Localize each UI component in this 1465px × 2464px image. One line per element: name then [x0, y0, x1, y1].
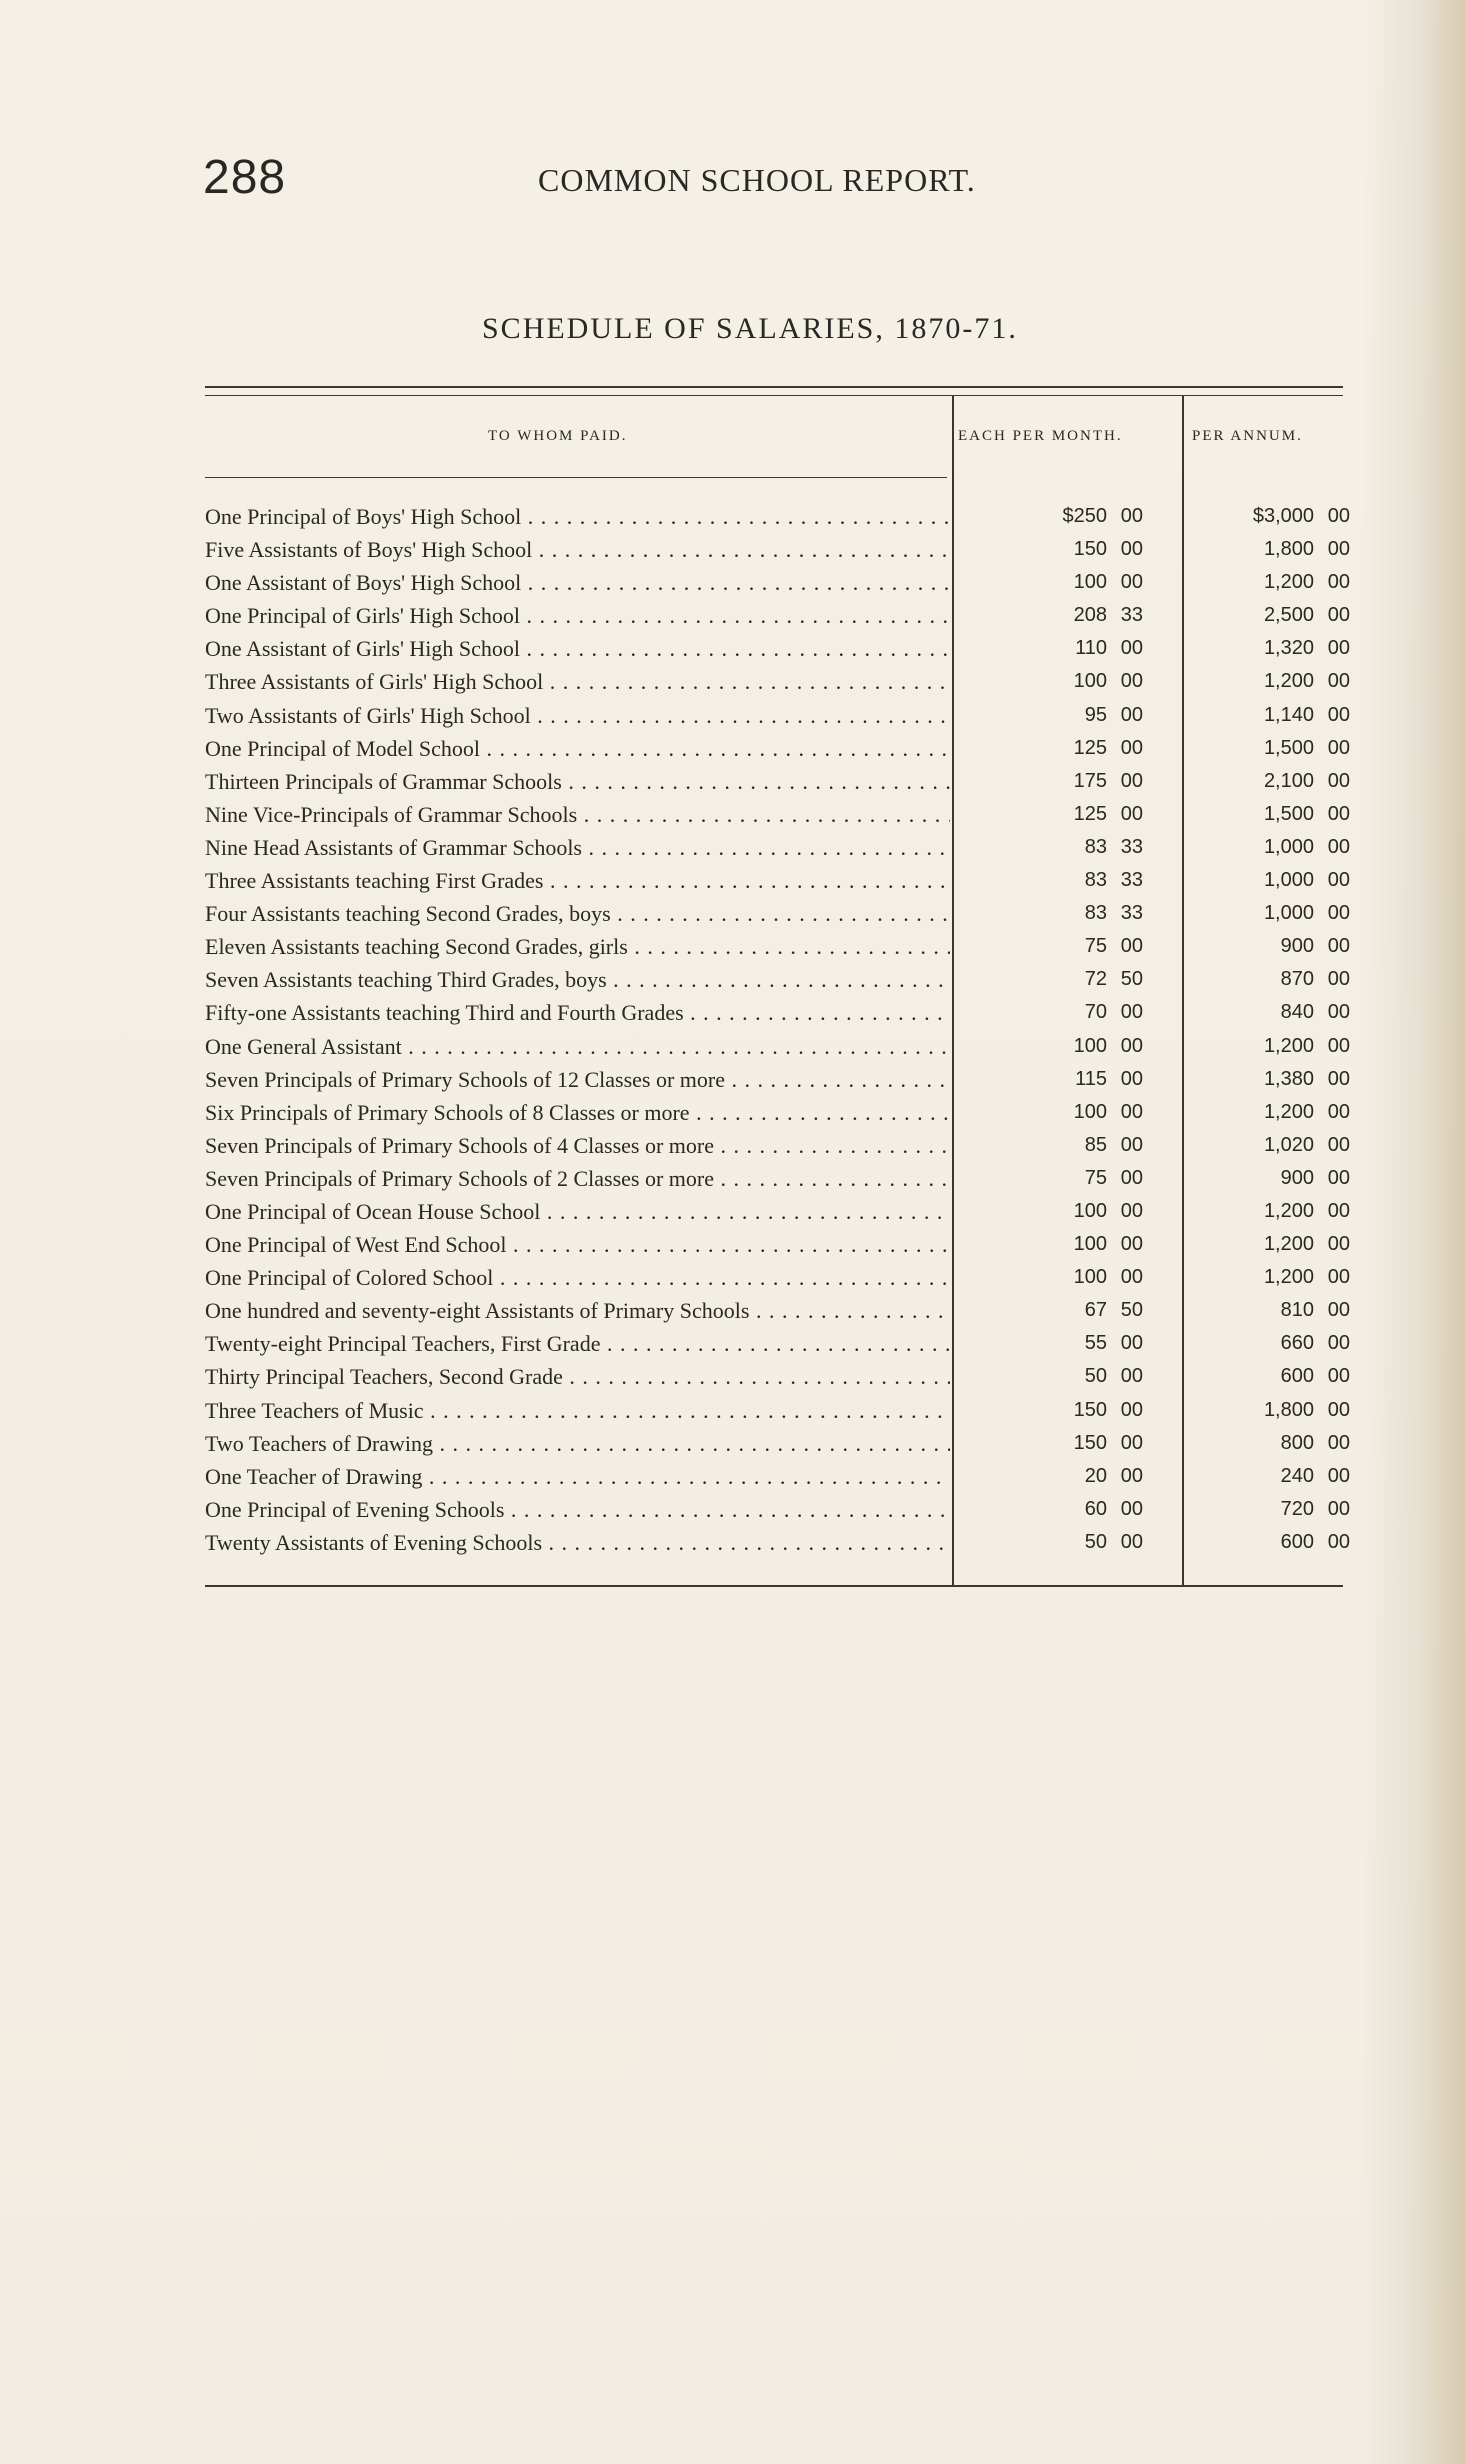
- annual-cents: 00: [1327, 1398, 1350, 1421]
- monthly-salary: [965, 1195, 1205, 1228]
- monthly-salary: [965, 864, 1205, 897]
- monthly-salary: [965, 930, 1205, 963]
- monthly-cents: 00: [1120, 935, 1143, 958]
- annual-cents: 00: [1327, 902, 1350, 925]
- table-row: [205, 500, 1355, 533]
- monthly-cents: 00: [1120, 1464, 1143, 1487]
- annual-cents: 00: [1327, 802, 1350, 825]
- table-row: [205, 1063, 1355, 1096]
- annual-dollars: 1,380: [1263, 1067, 1314, 1090]
- annual-salary: [1190, 1460, 1350, 1493]
- position-label: Three Assistants of Girls' High School . . .: [205, 665, 950, 698]
- monthly-cents: 00: [1120, 1497, 1143, 1520]
- table-row: [205, 1228, 1355, 1261]
- annual-cents: 00: [1327, 505, 1350, 527]
- monthly-salary: [965, 1460, 1205, 1493]
- annual-salary: [1190, 1427, 1350, 1460]
- table-row: [205, 1096, 1355, 1129]
- annual-dollars: 900: [1280, 935, 1314, 958]
- annual-salary: [1190, 831, 1350, 864]
- monthly-salary: [965, 500, 1205, 533]
- annual-cents: 00: [1327, 1133, 1350, 1156]
- monthly-salary: [965, 1162, 1205, 1195]
- monthly-cents: 00: [1120, 1431, 1143, 1454]
- annual-cents: 00: [1327, 703, 1350, 726]
- table-row: [205, 732, 1355, 765]
- monthly-cents: 00: [1120, 1266, 1143, 1289]
- column-header-annum: PER ANNUM.: [1192, 428, 1303, 444]
- monthly-cents: 00: [1120, 802, 1143, 825]
- monthly-salary: [965, 1063, 1205, 1096]
- annual-dollars: 900: [1280, 1166, 1314, 1189]
- annual-salary: [1190, 533, 1350, 566]
- annual-dollars: 600: [1280, 1365, 1314, 1388]
- annual-salary: [1190, 1162, 1350, 1195]
- monthly-salary: [965, 1327, 1205, 1360]
- annual-salary: [1190, 765, 1350, 798]
- annual-dollars: 1,200: [1263, 1199, 1314, 1222]
- annual-salary: [1190, 1493, 1350, 1526]
- annual-cents: 00: [1327, 1166, 1350, 1189]
- position-label: Nine Vice-Principals of Grammar Schools . . .: [205, 798, 950, 831]
- annual-cents: 00: [1327, 935, 1350, 958]
- table-row: [205, 1195, 1355, 1228]
- annual-salary: [1190, 732, 1350, 765]
- table-top-rule: [205, 386, 1343, 388]
- monthly-salary: [965, 1526, 1205, 1559]
- annual-salary: [1190, 1526, 1350, 1559]
- table-row: [205, 1493, 1355, 1526]
- monthly-cents: 00: [1120, 1034, 1143, 1057]
- table-row: [205, 1360, 1355, 1393]
- annual-dollars: 1,200: [1263, 571, 1314, 594]
- monthly-salary: [965, 665, 1205, 698]
- position-label: Fifty-one Assistants teaching Third and Fourth Grades . . .: [205, 996, 950, 1029]
- table-row: [205, 1261, 1355, 1294]
- annual-salary: [1190, 665, 1350, 698]
- monthly-salary: [965, 533, 1205, 566]
- monthly-dollars: 20: [1084, 1464, 1107, 1487]
- annual-cents: 00: [1327, 1464, 1350, 1487]
- monthly-salary: [965, 1030, 1205, 1063]
- monthly-cents: 00: [1120, 637, 1143, 660]
- annual-salary: [1190, 1261, 1350, 1294]
- annual-dollars: 1,000: [1263, 902, 1314, 925]
- position-label: Twenty Assistants of Evening Schools . . .: [205, 1526, 950, 1559]
- position-label: Five Assistants of Boys' High School . . .: [205, 533, 950, 566]
- monthly-dollars: 85: [1084, 1133, 1107, 1156]
- table-row: [205, 897, 1355, 930]
- annual-cents: 00: [1327, 1199, 1350, 1222]
- monthly-dollars: 125: [1073, 736, 1107, 759]
- table-row: [205, 1394, 1355, 1427]
- annual-salary: [1190, 1360, 1350, 1393]
- position-label: One Principal of Boys' High School . . .: [205, 500, 950, 533]
- monthly-cents: 33: [1120, 902, 1143, 925]
- position-label: Two Assistants of Girls' High School . . .: [205, 699, 950, 732]
- annual-dollars: 240: [1280, 1464, 1314, 1487]
- table-row: [205, 831, 1355, 864]
- position-label: Seven Principals of Primary Schools of 2 Classes or more . . .: [205, 1162, 950, 1195]
- position-label: One Principal of Evening Schools . . .: [205, 1493, 950, 1526]
- table-row: [205, 566, 1355, 599]
- monthly-cents: 00: [1120, 1199, 1143, 1222]
- position-label: Three Teachers of Music . . .: [205, 1394, 950, 1427]
- table-row: [205, 1129, 1355, 1162]
- annual-salary: [1190, 1096, 1350, 1129]
- annual-dollars: 1,200: [1263, 1233, 1314, 1256]
- monthly-cents: 00: [1120, 1233, 1143, 1256]
- monthly-salary: [965, 1294, 1205, 1327]
- table-title: SCHEDULE OF SALARIES, 1870-71.: [482, 312, 1018, 345]
- annual-salary: [1190, 566, 1350, 599]
- salary-rows: [205, 500, 1355, 1559]
- monthly-dollars: 100: [1073, 571, 1107, 594]
- position-label: Twenty-eight Principal Teachers, First Grade . . .: [205, 1327, 950, 1360]
- position-label: One Principal of Ocean House School . . .: [205, 1195, 950, 1228]
- monthly-cents: 00: [1120, 1332, 1143, 1355]
- annual-cents: 00: [1327, 869, 1350, 892]
- annual-dollars: $3,000: [1252, 505, 1314, 527]
- column-header-month: EACH PER MONTH.: [958, 428, 1123, 444]
- annual-salary: [1190, 1195, 1350, 1228]
- monthly-salary: [965, 1394, 1205, 1427]
- table-row: [205, 864, 1355, 897]
- monthly-cents: 33: [1120, 869, 1143, 892]
- annual-cents: 00: [1327, 968, 1350, 991]
- annual-dollars: 1,320: [1263, 637, 1314, 660]
- running-head: COMMON SCHOOL REPORT.: [538, 162, 976, 198]
- position-label: One Principal of Girls' High School . . .: [205, 599, 950, 632]
- monthly-salary: [965, 732, 1205, 765]
- annual-cents: 00: [1327, 1100, 1350, 1123]
- position-label: Seven Principals of Primary Schools of 4 Classes or more . . .: [205, 1129, 950, 1162]
- table-row: [205, 533, 1355, 566]
- annual-cents: 00: [1327, 1067, 1350, 1090]
- annual-dollars: 1,140: [1263, 703, 1314, 726]
- annual-dollars: 1,200: [1263, 1034, 1314, 1057]
- annual-salary: [1190, 1394, 1350, 1427]
- annual-dollars: 1,800: [1263, 538, 1314, 561]
- monthly-cents: 00: [1120, 736, 1143, 759]
- table-row: [205, 765, 1355, 798]
- annual-cents: 00: [1327, 1299, 1350, 1322]
- annual-cents: 00: [1327, 736, 1350, 759]
- table-row: [205, 1030, 1355, 1063]
- position-label: Nine Head Assistants of Grammar Schools . . .: [205, 831, 950, 864]
- monthly-salary: [965, 963, 1205, 996]
- annual-cents: 00: [1327, 571, 1350, 594]
- position-label: Six Principals of Primary Schools of 8 Classes or more . . .: [205, 1096, 950, 1129]
- monthly-cents: 50: [1120, 968, 1143, 991]
- monthly-salary: [965, 566, 1205, 599]
- annual-dollars: 1,200: [1263, 670, 1314, 693]
- annual-cents: 00: [1327, 637, 1350, 660]
- annual-dollars: 1,500: [1263, 736, 1314, 759]
- monthly-dollars: 67: [1084, 1299, 1107, 1322]
- table-bottom-rule: [205, 1585, 1343, 1587]
- monthly-dollars: 100: [1073, 1199, 1107, 1222]
- annual-dollars: 720: [1280, 1497, 1314, 1520]
- monthly-dollars: 100: [1073, 670, 1107, 693]
- monthly-dollars: 55: [1084, 1332, 1107, 1355]
- table-top-rule-thin: [205, 395, 1343, 396]
- position-label: Thirteen Principals of Grammar Schools . . .: [205, 765, 950, 798]
- position-label: One Principal of Colored School . . .: [205, 1261, 950, 1294]
- annual-cents: 00: [1327, 769, 1350, 792]
- monthly-dollars: 150: [1073, 1431, 1107, 1454]
- annual-salary: [1190, 963, 1350, 996]
- annual-salary: [1190, 897, 1350, 930]
- monthly-salary: [965, 1129, 1205, 1162]
- table-row: [205, 1162, 1355, 1195]
- monthly-dollars: 50: [1084, 1530, 1107, 1553]
- annual-cents: 00: [1327, 1431, 1350, 1454]
- position-label: One General Assistant . . .: [205, 1030, 950, 1063]
- position-label: One Assistant of Girls' High School . . .: [205, 632, 950, 665]
- monthly-cents: 00: [1120, 1398, 1143, 1421]
- annual-dollars: 2,100: [1263, 769, 1314, 792]
- annual-cents: 00: [1327, 835, 1350, 858]
- header-bottom-rule: [205, 477, 947, 478]
- monthly-dollars: 75: [1084, 935, 1107, 958]
- annual-salary: [1190, 996, 1350, 1029]
- annual-dollars: 1,000: [1263, 835, 1314, 858]
- position-label: One Teacher of Drawing . . .: [205, 1460, 950, 1493]
- annual-cents: 00: [1327, 1266, 1350, 1289]
- monthly-salary: [965, 1096, 1205, 1129]
- annual-cents: 00: [1327, 1497, 1350, 1520]
- position-label: Thirty Principal Teachers, Second Grade . . .: [205, 1360, 950, 1393]
- annual-cents: 00: [1327, 670, 1350, 693]
- annual-cents: 00: [1327, 1034, 1350, 1057]
- monthly-salary: [965, 699, 1205, 732]
- monthly-cents: 00: [1120, 670, 1143, 693]
- annual-salary: [1190, 599, 1350, 632]
- monthly-cents: 00: [1120, 1166, 1143, 1189]
- monthly-cents: 00: [1120, 1067, 1143, 1090]
- position-label: Three Assistants teaching First Grades . . .: [205, 864, 950, 897]
- position-label: One Assistant of Boys' High School . . .: [205, 566, 950, 599]
- monthly-dollars: 72: [1084, 968, 1107, 991]
- monthly-salary: [965, 599, 1205, 632]
- annual-dollars: 800: [1280, 1431, 1314, 1454]
- annual-salary: [1190, 632, 1350, 665]
- monthly-cents: 00: [1120, 769, 1143, 792]
- table-row: [205, 963, 1355, 996]
- monthly-dollars: 110: [1075, 637, 1107, 660]
- monthly-dollars: 100: [1073, 1233, 1107, 1256]
- annual-cents: 00: [1327, 1233, 1350, 1256]
- annual-dollars: 870: [1280, 968, 1314, 991]
- table-row: [205, 798, 1355, 831]
- table-row: [205, 1327, 1355, 1360]
- annual-salary: [1190, 1327, 1350, 1360]
- annual-salary: [1190, 699, 1350, 732]
- table-row: [205, 1294, 1355, 1327]
- annual-dollars: 840: [1280, 1001, 1314, 1024]
- position-label: Seven Principals of Primary Schools of 12 Classes or more . . .: [205, 1063, 950, 1096]
- position-label: One hundred and seventy-eight Assistants of Primary Schools . . .: [205, 1294, 950, 1327]
- annual-cents: 00: [1327, 1001, 1350, 1024]
- annual-salary: [1190, 1228, 1350, 1261]
- annual-salary: [1190, 1063, 1350, 1096]
- monthly-cents: 00: [1120, 1530, 1143, 1553]
- annual-dollars: 1,020: [1263, 1133, 1314, 1156]
- annual-cents: 00: [1327, 1530, 1350, 1553]
- monthly-salary: [965, 1261, 1205, 1294]
- monthly-cents: 50: [1120, 1299, 1143, 1322]
- monthly-salary: [965, 798, 1205, 831]
- annual-salary: [1190, 500, 1350, 533]
- annual-salary: [1190, 864, 1350, 897]
- monthly-dollars: 95: [1084, 703, 1107, 726]
- table-row: [205, 996, 1355, 1029]
- monthly-dollars: 175: [1073, 769, 1107, 792]
- monthly-dollars: 83: [1084, 835, 1107, 858]
- monthly-dollars: 60: [1084, 1497, 1107, 1520]
- annual-dollars: 810: [1280, 1299, 1314, 1322]
- monthly-dollars: 150: [1073, 538, 1107, 561]
- table-row: [205, 930, 1355, 963]
- monthly-salary: [965, 897, 1205, 930]
- annual-salary: [1190, 1030, 1350, 1063]
- annual-dollars: 600: [1280, 1530, 1314, 1553]
- table-row: [205, 599, 1355, 632]
- table-row: [205, 632, 1355, 665]
- monthly-cents: 00: [1120, 571, 1143, 594]
- monthly-dollars: 70: [1084, 1001, 1107, 1024]
- monthly-cents: 00: [1120, 1100, 1143, 1123]
- monthly-dollars: 115: [1075, 1067, 1107, 1090]
- annual-dollars: 1,000: [1263, 869, 1314, 892]
- column-header-to-whom: TO WHOM PAID.: [488, 428, 628, 444]
- monthly-dollars: 208: [1073, 604, 1107, 627]
- monthly-dollars: 150: [1073, 1398, 1107, 1421]
- annual-dollars: 660: [1280, 1332, 1314, 1355]
- monthly-salary: [965, 1360, 1205, 1393]
- monthly-dollars: 100: [1073, 1266, 1107, 1289]
- monthly-dollars: 100: [1073, 1034, 1107, 1057]
- position-label: Four Assistants teaching Second Grades, boys . . .: [205, 897, 950, 930]
- annual-dollars: 1,200: [1263, 1100, 1314, 1123]
- annual-cents: 00: [1327, 1332, 1350, 1355]
- monthly-cents: 00: [1120, 1133, 1143, 1156]
- monthly-cents: 33: [1120, 835, 1143, 858]
- annual-dollars: 1,200: [1263, 1266, 1314, 1289]
- annual-dollars: 1,500: [1263, 802, 1314, 825]
- monthly-cents: 00: [1120, 703, 1143, 726]
- monthly-dollars: 75: [1084, 1166, 1107, 1189]
- monthly-dollars: 83: [1084, 902, 1107, 925]
- annual-salary: [1190, 1129, 1350, 1162]
- position-label: One Principal of West End School . . .: [205, 1228, 950, 1261]
- monthly-salary: [965, 1493, 1205, 1526]
- monthly-salary: [965, 996, 1205, 1029]
- annual-dollars: 2,500: [1263, 604, 1314, 627]
- table-row: [205, 1427, 1355, 1460]
- monthly-salary: [965, 1228, 1205, 1261]
- monthly-dollars: 83: [1084, 869, 1107, 892]
- position-label: Two Teachers of Drawing . . .: [205, 1427, 950, 1460]
- table-row: [205, 1460, 1355, 1493]
- monthly-dollars: 100: [1073, 1100, 1107, 1123]
- position-label: One Principal of Model School . . .: [205, 732, 950, 765]
- table-row: [205, 665, 1355, 698]
- annual-dollars: 1,800: [1263, 1398, 1314, 1421]
- table-row: [205, 1526, 1355, 1559]
- annual-cents: 00: [1327, 538, 1350, 561]
- table-row: [205, 699, 1355, 732]
- monthly-salary: [965, 632, 1205, 665]
- page-number: 288: [203, 151, 287, 204]
- annual-cents: 00: [1327, 1365, 1350, 1388]
- annual-salary: [1190, 1294, 1350, 1327]
- position-label: Seven Assistants teaching Third Grades, boys . . .: [205, 963, 950, 996]
- monthly-cents: 00: [1120, 538, 1143, 561]
- monthly-salary: [965, 765, 1205, 798]
- annual-cents: 00: [1327, 604, 1350, 627]
- annual-salary: [1190, 930, 1350, 963]
- monthly-cents: 00: [1120, 505, 1143, 527]
- annual-salary: [1190, 798, 1350, 831]
- monthly-salary: [965, 1427, 1205, 1460]
- monthly-dollars: 125: [1073, 802, 1107, 825]
- position-label: Eleven Assistants teaching Second Grades, girls . . .: [205, 930, 950, 963]
- monthly-cents: 33: [1120, 604, 1143, 627]
- monthly-salary: [965, 831, 1205, 864]
- monthly-dollars: 50: [1084, 1365, 1107, 1388]
- monthly-dollars: $250: [1062, 505, 1107, 527]
- monthly-cents: 00: [1120, 1001, 1143, 1024]
- monthly-cents: 00: [1120, 1365, 1143, 1388]
